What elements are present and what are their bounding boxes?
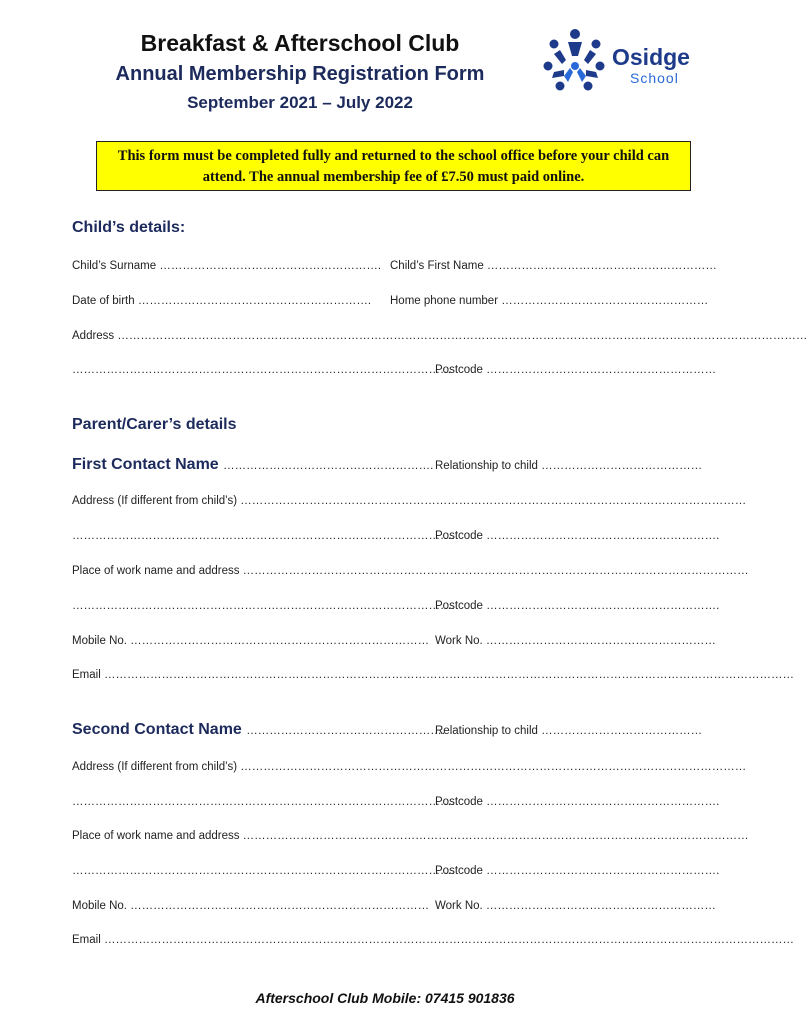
date-of-birth-field[interactable]: Date of birth ……………………………………………………. bbox=[72, 295, 372, 307]
first-contact-postcode-field[interactable]: Postcode ……………………………………………………. bbox=[435, 530, 720, 542]
first-contact-work-address-field[interactable]: Place of work name and address …………………………………………………………………………………………………………………… bbox=[72, 565, 749, 577]
second-contact-relationship-field[interactable]: Relationship to child …………………………………… bbox=[435, 725, 703, 737]
first-contact-email-field[interactable]: Email ……………………………………………………………………………………………………………………………………………………………… bbox=[72, 669, 794, 681]
first-contact-work-postcode-field[interactable]: Postcode ……………………………………………………. bbox=[435, 600, 720, 612]
home-phone-field[interactable]: Home phone number ……………………………………………… bbox=[390, 295, 709, 307]
second-contact-mobile-field[interactable]: Mobile No. …………………………………………………………………… bbox=[72, 900, 430, 912]
second-contact-address-line2-field[interactable]: ………………………………………………………………………………………. bbox=[72, 796, 455, 808]
form-subtitle: Annual Membership Registration Form bbox=[115, 63, 485, 85]
second-contact-work-no-field[interactable]: Work No. …………………………………………………… bbox=[435, 900, 716, 912]
footer-mobile: Afterschool Club Mobile: 07415 901836 bbox=[255, 990, 515, 1006]
form-title: Breakfast & Afterschool Club bbox=[140, 30, 460, 56]
child-surname-field[interactable]: Child’s Surname …………………………………………………. bbox=[72, 260, 382, 272]
second-contact-email-field[interactable]: Email ……………………………………………………………………………………………………………………………………………………………… bbox=[72, 934, 794, 946]
first-contact-mobile-field[interactable]: Mobile No. …………………………………………………………………… bbox=[72, 635, 430, 647]
form-dates: September 2021 – July 2022 bbox=[187, 93, 413, 112]
second-contact-work-address-field[interactable]: Place of work name and address …………………………………………………………………………………………………………………… bbox=[72, 830, 749, 842]
child-details-heading: Child’s details: bbox=[72, 219, 186, 236]
second-contact-name-label: Second Contact Name bbox=[72, 721, 242, 738]
first-contact-work-no-field[interactable]: Work No. …………………………………………………… bbox=[435, 635, 716, 647]
logo-name: Osidge bbox=[612, 44, 690, 70]
first-contact-address-field[interactable]: Address (If different from child’s) …………………………………………………………………………………………………………………… bbox=[72, 495, 747, 507]
logo-sub: School bbox=[630, 70, 679, 86]
notice-box: This form must be completed fully and returned to the school office before your child can attend. The annual membership fee of £7.50 must paid online. bbox=[96, 141, 691, 191]
second-contact-name-dots: ……………………………………………. bbox=[246, 725, 445, 737]
first-contact-address-line2-field[interactable]: ………………………………………………………………………………………. bbox=[72, 530, 455, 542]
school-logo bbox=[540, 26, 700, 98]
first-contact-name-label: First Contact Name bbox=[72, 456, 219, 473]
first-contact-relationship-field[interactable]: Relationship to child …………………………………… bbox=[435, 460, 703, 472]
child-address-field[interactable]: Address ……………………………………………………………………………………………………………………………………………………………… bbox=[72, 330, 807, 342]
second-contact-work-address-line2-field[interactable]: ………………………………………………………………………………………. bbox=[72, 865, 455, 877]
parent-details-heading: Parent/Carer’s details bbox=[72, 416, 237, 433]
child-postcode-field[interactable]: Postcode …………………………………………………… bbox=[435, 364, 717, 376]
child-first-name-field[interactable]: Child’s First Name …………………………………………………… bbox=[390, 260, 717, 272]
second-contact-postcode-field[interactable]: Postcode ……………………………………………………. bbox=[435, 796, 720, 808]
first-contact-name-dots: ………………………………………………. bbox=[223, 460, 434, 472]
people-circle-icon bbox=[540, 26, 610, 98]
second-contact-work-postcode-field[interactable]: Postcode ……………………………………………………. bbox=[435, 865, 720, 877]
child-address-line2-field[interactable]: ……………………………………………………………………………………… bbox=[72, 364, 452, 376]
second-contact-address-field[interactable]: Address (If different from child’s) …………………………………………………………………………………………………………………… bbox=[72, 761, 747, 773]
first-contact-work-address-line2-field[interactable]: ………………………………………………………………………………………. bbox=[72, 600, 455, 612]
second-contact-name-field[interactable] bbox=[72, 721, 445, 739]
first-contact-name-field[interactable] bbox=[72, 456, 433, 474]
